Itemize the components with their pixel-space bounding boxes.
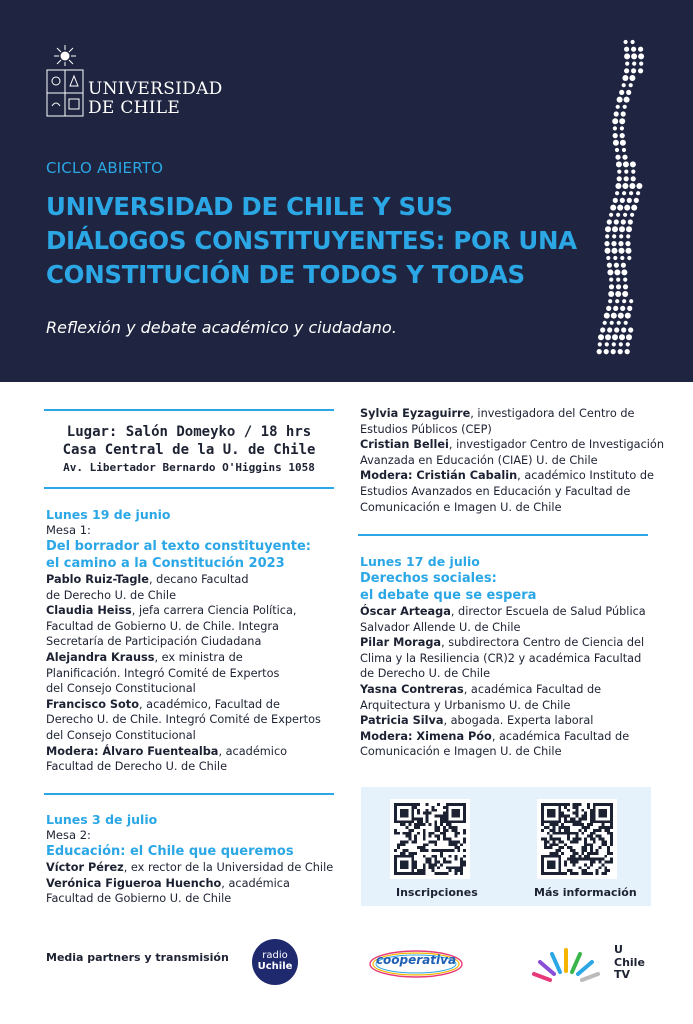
map-dot — [620, 256, 624, 260]
map-dot — [619, 90, 624, 95]
map-dot — [625, 349, 630, 354]
session-3-topic-line2: el debate que se espera — [360, 588, 537, 603]
map-dot — [624, 170, 628, 174]
map-dot — [629, 83, 633, 87]
map-dot — [614, 219, 619, 224]
map-dot — [616, 284, 621, 289]
map-dot — [617, 97, 623, 103]
speaker-name: Claudia Heiss — [46, 604, 132, 618]
map-dot — [628, 219, 633, 224]
map-dot — [611, 241, 616, 246]
map-dot — [631, 176, 636, 181]
venue-box — [44, 409, 334, 489]
map-dot — [622, 148, 626, 152]
speaker-entry — [46, 860, 336, 876]
speaker-role-line: Secretaría de Participación Ciudadana — [46, 635, 262, 649]
map-dot — [614, 263, 619, 268]
speaker-role-line: Facultad de Gobierno U. de Chile. Integra — [46, 619, 279, 633]
moderator-role: , académico — [218, 744, 288, 758]
session-2-mesa: Mesa 2: — [46, 828, 91, 842]
speaker-entry — [360, 437, 665, 468]
map-dot — [617, 176, 622, 181]
map-dot — [611, 313, 617, 319]
session-3 — [360, 553, 660, 760]
session-3-date: Lunes 17 de julio — [360, 554, 480, 569]
map-dot — [609, 284, 614, 289]
session-2 — [46, 811, 336, 907]
map-dot — [623, 213, 627, 217]
map-dot — [613, 198, 618, 203]
map-dot — [598, 342, 602, 346]
radio-logo-line1: radio — [262, 950, 288, 961]
uchile-tv-line1: U — [614, 943, 623, 956]
subtitle: Reflexión y debate académico y ciudadano. — [46, 318, 397, 337]
session-1-topic-line1: Del borrador al texto constituyente: — [46, 539, 311, 554]
radio-logo-line2: Uchile — [257, 961, 293, 972]
map-dot — [623, 284, 628, 289]
map-dot — [631, 40, 635, 44]
session-1 — [46, 506, 336, 775]
speaker-entry — [46, 572, 336, 603]
institution-name-line2: DE CHILE — [88, 98, 181, 118]
speaker-entry — [46, 603, 336, 650]
speaker-entry — [360, 682, 660, 713]
map-dot — [625, 313, 631, 319]
map-dot — [613, 256, 617, 260]
speaker-role-line: Estudios Públicos (CEP) — [360, 422, 492, 436]
speaker-entry — [46, 650, 336, 697]
map-dot — [622, 75, 628, 81]
map-dot — [623, 161, 629, 167]
map-dot — [626, 248, 632, 254]
map-dot — [614, 269, 620, 275]
map-dot — [611, 349, 616, 354]
map-dot — [597, 349, 602, 354]
map-dot — [619, 248, 625, 254]
speaker-name: Óscar Arteaga — [360, 605, 451, 618]
map-dot — [622, 155, 627, 160]
media-partners-label: Media partners y transmisión — [46, 951, 229, 964]
speaker-role: , abogada. Experta laboral — [443, 714, 594, 728]
map-dot — [624, 321, 628, 325]
map-dot — [612, 248, 618, 254]
map-dot — [616, 105, 620, 109]
map-dot — [631, 47, 636, 52]
speaker-role-line: Clima y la Resiliencia (CR)2 y académica Facultad — [360, 651, 642, 665]
speaker-name: Sylvia Eyzaguirre — [360, 407, 471, 420]
map-dot — [629, 191, 633, 195]
uchile-tv-rays-icon — [530, 944, 602, 988]
map-dot — [624, 40, 628, 44]
uchile-tv-wordmark — [614, 944, 645, 982]
map-dot — [638, 68, 643, 73]
map-dot — [600, 327, 605, 332]
cooperativa-logo — [368, 949, 464, 979]
speaker-role-line: Facultad de Gobierno U. de Chile — [46, 892, 232, 906]
page-title — [46, 190, 586, 292]
map-dot — [612, 226, 618, 232]
moderator-role-line: Facultad de Derecho U. de Chile — [46, 760, 228, 774]
map-dot — [621, 263, 626, 268]
map-dot — [622, 83, 626, 87]
map-dot — [614, 111, 619, 116]
map-dot — [624, 97, 630, 103]
map-dot — [617, 205, 623, 211]
map-dot — [622, 191, 626, 195]
map-dot — [609, 213, 613, 217]
map-dot — [621, 327, 626, 332]
session-1-topic — [46, 538, 336, 572]
map-dot — [621, 111, 626, 116]
map-dot — [623, 105, 627, 109]
moderator-role-line: Estudios Avanzados en Educación y Facultad de — [360, 484, 631, 498]
speaker-role: , ex ministra de — [154, 650, 243, 664]
speaker-role-line: Planificación. Integró Comité de Expertos — [46, 666, 280, 680]
speaker-role-line: Avanzada en Educación (CIAE) U. de Chile — [360, 453, 598, 467]
session-2-continued — [360, 406, 665, 515]
speaker-role: , decano Facultad — [148, 573, 249, 586]
radio-uchile-logo — [252, 939, 298, 985]
map-dot — [630, 161, 636, 167]
map-dot — [622, 183, 628, 189]
map-dot — [621, 269, 627, 275]
speaker-role: , investigador Centro de Investigación — [448, 438, 665, 452]
map-dot — [607, 219, 612, 224]
map-dot — [604, 241, 609, 246]
map-dot — [617, 321, 621, 325]
map-dot — [631, 170, 635, 174]
speaker-role-line: Salvador Allende U. de Chile — [360, 620, 521, 634]
title-line1: UNIVERSIDAD DE CHILE Y SUS — [46, 192, 453, 221]
map-dot — [625, 62, 629, 66]
map-dot — [631, 53, 637, 59]
map-dot — [607, 263, 612, 268]
map-dot — [624, 176, 629, 181]
speaker-name: Verónica Figueroa Huencho — [46, 876, 222, 890]
map-dot — [615, 191, 619, 195]
map-dot — [632, 62, 636, 66]
map-dot — [615, 183, 621, 189]
moderator-name: Modera: Álvaro Fuentealba — [46, 744, 219, 758]
qr-code-icon — [541, 803, 613, 875]
speaker-name: Pablo Ruiz-Tagle — [46, 573, 149, 586]
venue-building: Casa Central de la U. de Chile — [62, 442, 316, 458]
map-dot — [619, 226, 625, 232]
session-1-mesa: Mesa 1: — [46, 523, 91, 537]
speaker-role: , jefa carrera Ciencia Política, — [131, 604, 297, 618]
map-dot — [612, 234, 616, 238]
moderator-entry — [360, 468, 660, 515]
title-line3: CONSTITUCIÓN DE TODOS Y TODAS — [46, 260, 525, 289]
speaker-entry — [360, 406, 660, 437]
map-dot — [629, 75, 635, 81]
uchile-tv-line2: Chile — [614, 955, 645, 969]
map-dot — [616, 213, 620, 217]
university-logo — [46, 44, 246, 124]
speaker-name: Francisco Soto — [46, 697, 139, 711]
map-dot — [626, 226, 632, 232]
map-dot — [624, 53, 630, 59]
map-dot — [620, 133, 625, 138]
map-dot — [610, 321, 614, 325]
map-dot — [612, 342, 616, 346]
speaker-name: Pilar Moraga — [360, 636, 442, 650]
map-dot — [624, 205, 630, 211]
more-info-qr-label: Más información — [534, 886, 637, 899]
map-dot — [605, 334, 611, 340]
speaker-role: , director Escuela de Salud Pública — [450, 605, 646, 618]
map-dot — [626, 334, 632, 340]
map-dot — [634, 198, 639, 203]
map-dot — [638, 53, 644, 59]
map-dot — [636, 183, 642, 189]
speaker-role-line: de Derecho U. de Chile — [46, 588, 177, 602]
moderator-entry — [360, 729, 660, 760]
map-dot — [614, 327, 619, 332]
speaker-entry — [46, 697, 336, 744]
map-dot — [631, 205, 637, 211]
map-dot — [608, 299, 612, 303]
session-3-topic — [360, 570, 660, 604]
map-dot — [616, 278, 620, 282]
session-3-topic-line1: Derechos sociales: — [360, 571, 497, 586]
speaker-role: , académica Facultad de — [463, 682, 602, 696]
map-dot — [627, 198, 632, 203]
speaker-role: , ex rector de la Universidad de Chile — [123, 861, 334, 874]
title-line2: DIÁLOGOS CONSTITUYENTES: POR UNA — [46, 226, 577, 255]
moderator-name: Modera: Ximena Póo — [360, 729, 492, 743]
map-dot — [604, 313, 610, 319]
map-dot — [612, 118, 618, 124]
map-dot — [636, 191, 640, 195]
map-dot — [605, 226, 611, 232]
map-dot — [619, 234, 623, 238]
speaker-role-line: Arquitectura y Urbanismo U. de Chile — [360, 698, 571, 712]
speaker-name: Yasna Contreras — [360, 682, 464, 696]
speaker-role: , investigadora del Centro de — [470, 407, 635, 420]
map-dot — [616, 161, 622, 167]
map-dot — [618, 349, 623, 354]
moderator-role: , académico Instituto de — [517, 469, 654, 483]
map-dot — [620, 140, 626, 146]
institution-name-line1: UNIVERSIDAD — [88, 79, 223, 99]
speaker-entry — [360, 604, 660, 635]
map-dot — [606, 306, 611, 311]
map-dot — [620, 126, 624, 130]
session-1-topic-line2: el camino a la Constitución 2023 — [46, 556, 285, 571]
map-dot — [619, 118, 625, 124]
map-dot — [622, 299, 626, 303]
map-dot — [603, 321, 607, 325]
map-dot — [625, 241, 630, 246]
map-dot — [620, 306, 625, 311]
speaker-entry — [360, 635, 660, 682]
session-2-date: Lunes 3 de julio — [46, 812, 158, 827]
speaker-entry — [360, 713, 660, 729]
map-dot — [626, 90, 631, 95]
more-info-qr-code[interactable] — [537, 799, 617, 879]
qr-panel — [361, 787, 651, 906]
map-dot — [626, 342, 630, 346]
map-dot — [605, 234, 609, 238]
map-dot — [629, 299, 633, 303]
speaker-role-line: Derecho U. de Chile. Integró Comité de Expertos — [46, 713, 321, 727]
map-dot — [631, 68, 636, 73]
map-dot — [629, 183, 635, 189]
map-dot — [615, 299, 619, 303]
speaker-role: , académica — [221, 876, 290, 890]
map-dot — [617, 170, 621, 174]
university-crest-icon — [46, 44, 84, 120]
map-dot — [598, 334, 604, 340]
speaker-name: Víctor Pérez — [46, 861, 124, 874]
moderator-role-line: Comunicación e Imagen U. de Chile — [360, 745, 562, 759]
header-banner — [0, 0, 693, 382]
map-dot — [613, 126, 617, 130]
moderator-role: , académica Facultad de — [491, 729, 630, 743]
map-dot — [619, 334, 625, 340]
map-dot — [630, 213, 634, 217]
moderator-name: Modera: Cristián Cabalin — [360, 469, 518, 483]
map-dot — [627, 256, 631, 260]
map-dot — [605, 248, 611, 254]
map-dot — [620, 198, 625, 203]
registration-qr-label: Inscripciones — [396, 886, 478, 899]
speaker-role: , subdirectora Centro de Ciencia del — [441, 636, 645, 650]
moderator-role-line: Comunicación e Imagen U. de Chile — [360, 500, 562, 514]
map-dot — [638, 47, 643, 52]
map-dot — [623, 278, 627, 282]
map-dot — [639, 62, 643, 66]
map-dot — [626, 234, 630, 238]
map-dot — [615, 148, 619, 152]
session-2-topic-line: Educación: el Chile que queremos — [46, 844, 294, 859]
speaker-entry — [46, 876, 336, 907]
map-dot — [607, 327, 612, 332]
speaker-name: Patricia Silva — [360, 714, 444, 728]
speaker-role-line: de Derecho U. de Chile — [360, 667, 491, 681]
map-dot — [621, 219, 626, 224]
map-dot — [618, 313, 624, 319]
session-1-date: Lunes 19 de junio — [46, 507, 171, 522]
map-dot — [613, 140, 619, 146]
map-dot — [612, 334, 618, 340]
divider — [358, 534, 648, 536]
map-dot — [615, 155, 620, 160]
map-dot — [609, 278, 613, 282]
registration-qr-code[interactable] — [390, 799, 470, 879]
speaker-name: Cristian Bellei — [360, 438, 449, 452]
speaker-role-line: del Consejo Constitucional — [46, 728, 196, 742]
map-dot — [622, 291, 628, 297]
map-dot — [618, 241, 623, 246]
map-dot — [610, 205, 616, 211]
session-2-topic — [46, 843, 336, 860]
map-dot — [628, 327, 633, 332]
map-dot — [613, 306, 618, 311]
qr-code-icon — [394, 803, 466, 875]
uchile-tv-line3: TV — [614, 968, 631, 981]
speaker-role-line: del Consejo Constitucional — [46, 682, 196, 696]
map-dot — [608, 291, 614, 297]
map-dot — [606, 256, 610, 260]
venue-address: Av. Libertador Bernardo O'Higgins 1058 — [63, 461, 315, 474]
map-dot — [624, 68, 629, 73]
speaker-role: , académico, Facultad de — [138, 697, 280, 711]
map-dot — [615, 291, 621, 297]
moderator-entry — [46, 744, 336, 775]
map-dot — [624, 47, 629, 52]
map-dot — [619, 342, 623, 346]
venue-place: Lugar: Salón Domeyko / 18 hrs — [66, 424, 312, 440]
cooperativa-wordmark: cooperativa — [375, 953, 457, 967]
map-dot — [607, 269, 613, 275]
divider — [44, 793, 334, 795]
eyebrow-label: CICLO ABIERTO — [46, 159, 164, 177]
map-dot — [604, 349, 609, 354]
map-dot — [627, 306, 632, 311]
map-dot — [613, 133, 618, 138]
speaker-name: Alejandra Krauss — [46, 650, 155, 664]
map-dot — [605, 342, 609, 346]
chile-map-dots-icon — [585, 38, 657, 358]
